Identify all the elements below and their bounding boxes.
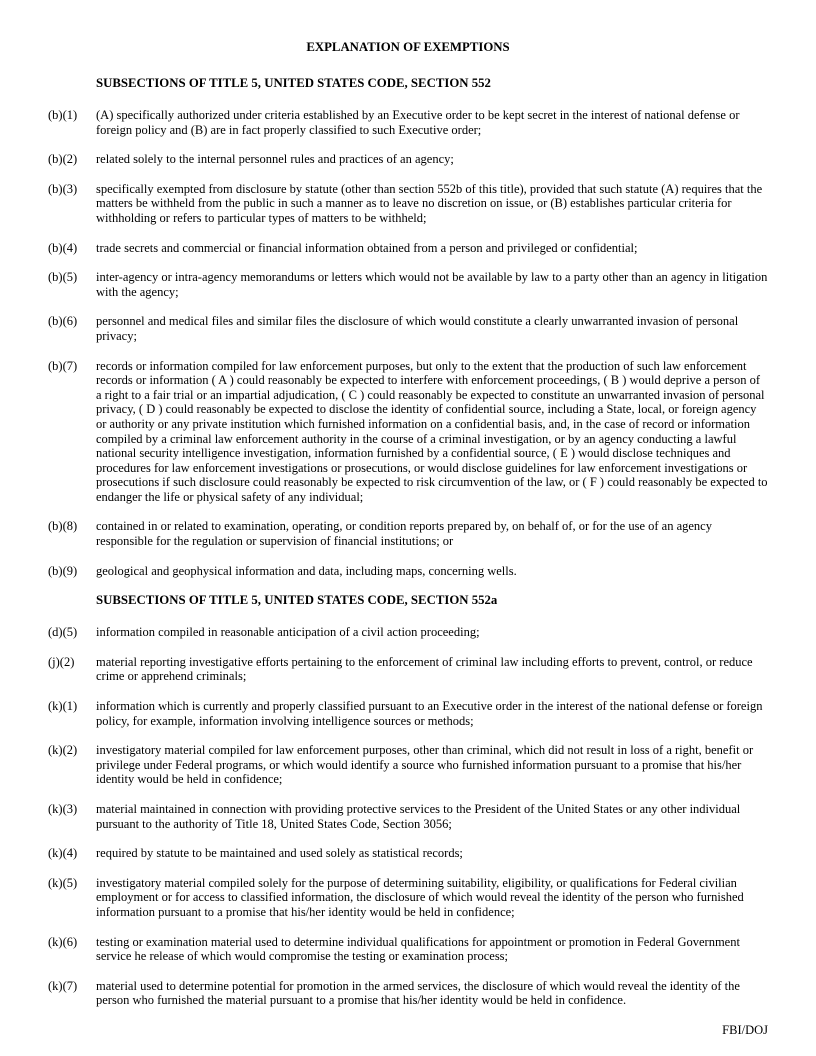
exemption-code: (b)(3)	[48, 181, 78, 196]
exemption-text: required by statute to be maintained and used solely as statistical records;	[96, 846, 463, 861]
exemption-text: material reporting investigative efforts pertaining to the enforcement of criminal law including efforts to prevent, control, or reduce crime or apprehend criminals;	[96, 654, 753, 684]
exemption-code: (k)(5)	[48, 875, 78, 890]
exemption-code: (j)(2)	[48, 654, 75, 669]
exemption-text: inter-agency or intra-agency memorandums or letters which would not be available by law to a party other than an agency in litigation with the agency;	[96, 270, 768, 299]
exemption-code: (k)(3)	[48, 802, 78, 816]
exemption-text: information which is currently and properly classified pursuant to an Executive order in the interest of the national defense or foreign policy, for example, information involving intelligence sources or methods;	[96, 699, 763, 728]
exemption-item-k3	[48, 802, 768, 831]
exemption-item-d5	[48, 625, 768, 640]
exemption-item-k1	[48, 699, 768, 728]
exemption-text: contained in or related to examination, operating, or condition reports prepared by, on behalf of, or for the use of an agency responsible for the regulation or supervision of financial institutions; or	[96, 519, 712, 549]
exemption-text: material used to determine potential for promotion in the armed services, the disclosure of which would reveal the identity of the person who furnished the material pursuant to a promise that his/her identity would be held in confidence.	[96, 978, 740, 1008]
exemption-code: (b)(4)	[48, 240, 78, 255]
document-title: EXPLANATION OF EXEMPTIONS	[306, 40, 510, 54]
section-heading-552a: SUBSECTIONS OF TITLE 5, UNITED STATES CODE, SECTION 552a	[96, 593, 498, 608]
exemption-item-b9	[48, 564, 768, 579]
exemption-item-k4	[48, 846, 768, 861]
exemption-text: geological and geophysical information and data, including maps, concerning wells.	[96, 563, 517, 578]
exemption-item-k6	[48, 935, 768, 964]
exemption-text: testing or examination material used to determine individual qualifications for appointment or promotion in Federal Government service he release of which would compromise the testing or examination process;	[96, 934, 740, 964]
exemption-code: (d)(5)	[48, 625, 78, 640]
exemption-text: records or information compiled for law enforcement purposes, but only to the extent that the production of such law enforcement records or information ( A ) could reasonably be expected to interfere with enforcement proceedings, ( B ) would deprive a person of a right to a fair trial or an impartial adjudication, ( C ) could reasonably be expected to constitute an unwarranted invasion of personal privacy, ( D ) could reasonably be expected to disclose the identity of confidential source, including a State, local, or foreign agency or authority or any private institution which furnished information on a confidential basis, and, in the case of record or information compiled by a criminal law enforcement authority in the course of a criminal investigation, or by an agency conducting a lawful national security intelligence investigation, information furnished by a confidential source, ( E ) would disclose techniques and procedures for law enforcement investigations or prosecutions, or would disclose guidelines for law enforcement investigations or prosecutions if such disclosure could reasonably be expected to risk circumvention of the law, or ( F ) could reasonably be expected to endanger the life or physical safety of any individual;	[96, 358, 768, 504]
exemption-code: (k)(7)	[48, 978, 78, 993]
exemption-item-b8	[48, 519, 768, 548]
exemption-item-b7	[48, 359, 768, 505]
exemption-code: (k)(6)	[48, 934, 78, 949]
exemption-item-j2	[48, 655, 768, 684]
exemption-item-b1	[48, 108, 768, 137]
exemption-code: (b)(6)	[48, 314, 78, 329]
footer-agency-label: FBI/DOJ	[722, 1022, 768, 1037]
exemption-text: material maintained in connection with providing protective services to the President of the United States or any other individual pursuant to the authority of Title 18, United States Code, Section 3056;	[96, 802, 741, 831]
exemption-code: (b)(2)	[48, 152, 78, 167]
exemption-item-k5	[48, 876, 768, 920]
exemption-code: (k)(2)	[48, 743, 78, 758]
exemption-code: (k)(4)	[48, 846, 78, 861]
exemption-text: personnel and medical files and similar files the disclosure of which would constitute a clearly unwarranted invasion of personal privacy;	[96, 314, 739, 343]
exemption-code: (b)(1)	[48, 108, 78, 122]
exemption-code: (b)(8)	[48, 519, 78, 534]
exemption-text: investigatory material compiled for law enforcement purposes, other than criminal, which did not result in loss of a right, benefit or privilege under Federal programs, or which would identify a source who furnished information pursuant to a promise that his/her identity would be held in confidence;	[96, 743, 754, 787]
exemption-code: (b)(7)	[48, 358, 78, 373]
exemption-item-k2	[48, 743, 768, 787]
exemption-item-b5	[48, 270, 768, 299]
exemption-item-b6	[48, 314, 768, 343]
exemption-text: trade secrets and commercial or financial information obtained from a person and privileged or confidential;	[96, 240, 638, 255]
exemption-text: investigatory material compiled solely for the purpose of determining suitability, eligibility, or qualifications for Federal civilian employment or for access to classified information, the disclosure of which would reveal the identity of the person who furnished information pursuant to a promise that his/her identity would be held in confidence;	[96, 875, 744, 919]
exemption-code: (b)(9)	[48, 563, 78, 578]
exemption-code: (k)(1)	[48, 699, 78, 714]
exemption-text: information compiled in reasonable anticipation of a civil action proceeding;	[96, 625, 480, 640]
exemption-text: related solely to the internal personnel rules and practices of an agency;	[96, 152, 454, 167]
exemption-item-b4	[48, 241, 768, 256]
exemption-item-k7	[48, 979, 768, 1008]
exemption-code: (b)(5)	[48, 270, 78, 285]
exemption-item-b2	[48, 152, 768, 167]
section-heading-552: SUBSECTIONS OF TITLE 5, UNITED STATES CODE, SECTION 552	[96, 76, 491, 90]
exemption-text: specifically exempted from disclosure by statute (other than section 552b of this title), provided that such statute (A) requires that the matters be withheld from the public in such a manner as to leave no discretion on issue, or (B) establishes particular criteria for withholding or refers to particular types of matters to be withheld;	[96, 181, 763, 225]
exemption-text: (A) specifically authorized under criteria established by an Executive order to be kept secret in the interest of national defense or foreign policy and (B) are in fact properly classified to such Executive order;	[96, 108, 740, 137]
exemption-item-b3	[48, 182, 768, 226]
